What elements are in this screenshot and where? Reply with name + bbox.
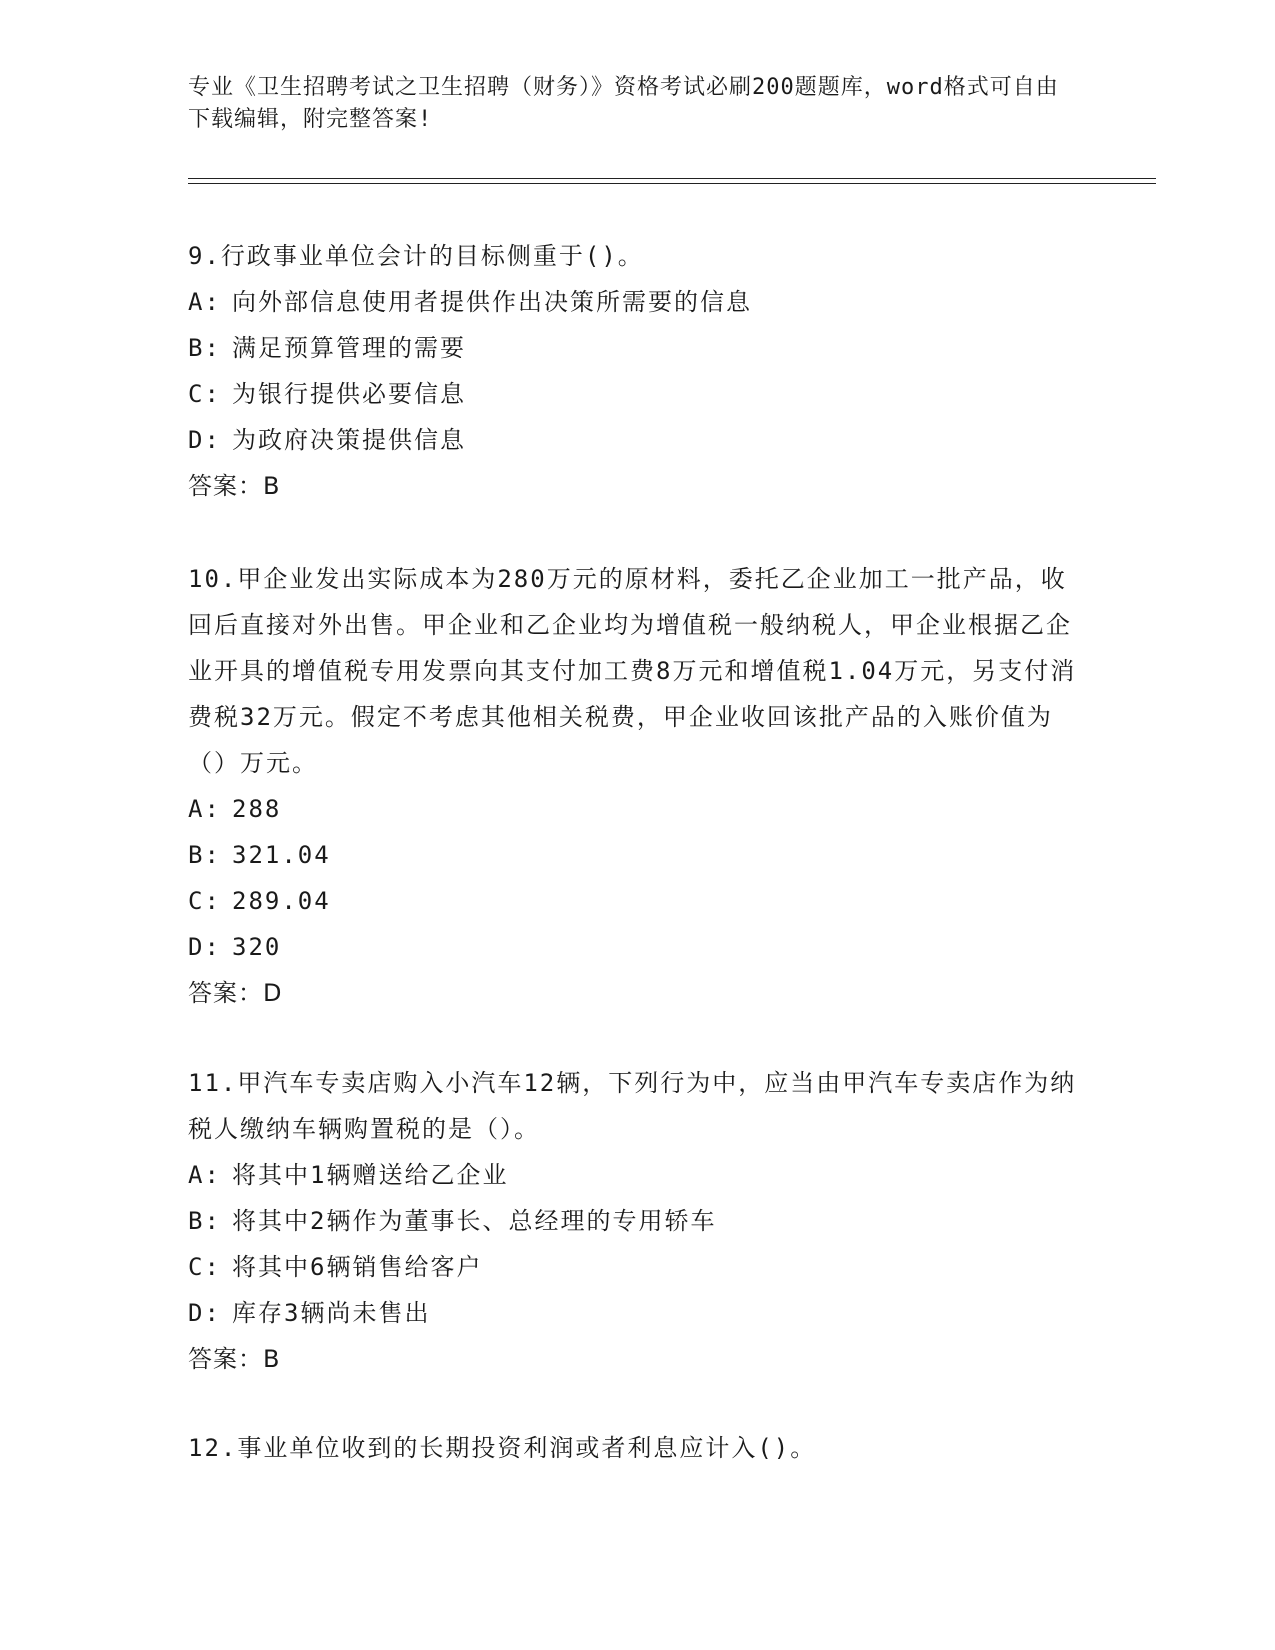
document-header: 专业《卫生招聘考试之卫生招聘（财务）》资格考试必刷200题题库，word格式可自由下载编辑，附完整答案! <box>188 75 1059 132</box>
question-stem: 12.事业单位收到的长期投资利润或者利息应计入()。 <box>188 1434 817 1462</box>
option-letter: A: <box>188 1161 221 1189</box>
option-c <box>188 371 1088 417</box>
option-text: 289.04 <box>232 887 331 915</box>
header-divider-top <box>188 178 1156 179</box>
question-stem: 9.行政事业单位会计的目标侧重于()。 <box>188 242 644 270</box>
option-c <box>188 878 1088 924</box>
option-a <box>188 1152 1088 1198</box>
option-text: 将其中2辆作为董事长、总经理的专用轿车 <box>232 1207 717 1235</box>
option-text: 满足预算管理的需要 <box>232 334 466 362</box>
option-b <box>188 325 1088 371</box>
question-12 <box>188 1425 1088 1471</box>
option-d <box>188 924 1088 970</box>
answer-label: 答案：D <box>188 979 283 1007</box>
option-text: 321.04 <box>232 841 331 869</box>
option-b <box>188 832 1088 878</box>
question-stem: 11.甲汽车专卖店购入小汽车12辆，下列行为中，应当由甲汽车专卖店作为纳税人缴纳车辆购置税的是（）。 <box>188 1069 1077 1143</box>
option-c <box>188 1244 1088 1290</box>
option-a <box>188 279 1088 325</box>
option-letter: D: <box>188 1299 221 1327</box>
option-letter: B: <box>188 1207 221 1235</box>
header-divider-bottom <box>188 183 1156 184</box>
option-text: 320 <box>232 933 282 961</box>
option-b <box>188 1198 1088 1244</box>
question-9 <box>188 233 1088 509</box>
option-text: 将其中1辆赠送给乙企业 <box>232 1161 509 1189</box>
option-text: 库存3辆尚未售出 <box>232 1299 431 1327</box>
option-text: 为银行提供必要信息 <box>232 380 466 408</box>
question-10 <box>188 556 1088 1016</box>
question-stem: 10.甲企业发出实际成本为280万元的原材料，委托乙企业加工一批产品，收回后直接对外出售。甲企业和乙企业均为增值税一般纳税人，甲企业根据乙企业开具的增值税专用发票向其支付加工费8万元和增值税1.04万元，另支付消费税32万元。假定不考虑其他相关税费，甲企业收回该批产品的入账价值为（）万元。 <box>188 565 1077 777</box>
option-letter: B: <box>188 334 221 362</box>
option-d <box>188 417 1088 463</box>
answer-label: 答案：B <box>188 1345 281 1373</box>
answer-label: 答案：B <box>188 472 281 500</box>
option-letter: C: <box>188 887 221 915</box>
option-text: 向外部信息使用者提供作出决策所需要的信息 <box>232 288 752 316</box>
option-a <box>188 786 1088 832</box>
option-text: 为政府决策提供信息 <box>232 426 466 454</box>
option-letter: D: <box>188 426 221 454</box>
option-d <box>188 1290 1088 1336</box>
option-text: 将其中6辆销售给客户 <box>232 1253 483 1281</box>
option-letter: D: <box>188 933 221 961</box>
option-letter: B: <box>188 841 221 869</box>
option-letter: C: <box>188 1253 221 1281</box>
option-letter: C: <box>188 380 221 408</box>
option-text: 288 <box>232 795 282 823</box>
option-letter: A: <box>188 795 221 823</box>
question-11 <box>188 1060 1088 1382</box>
option-letter: A: <box>188 288 221 316</box>
